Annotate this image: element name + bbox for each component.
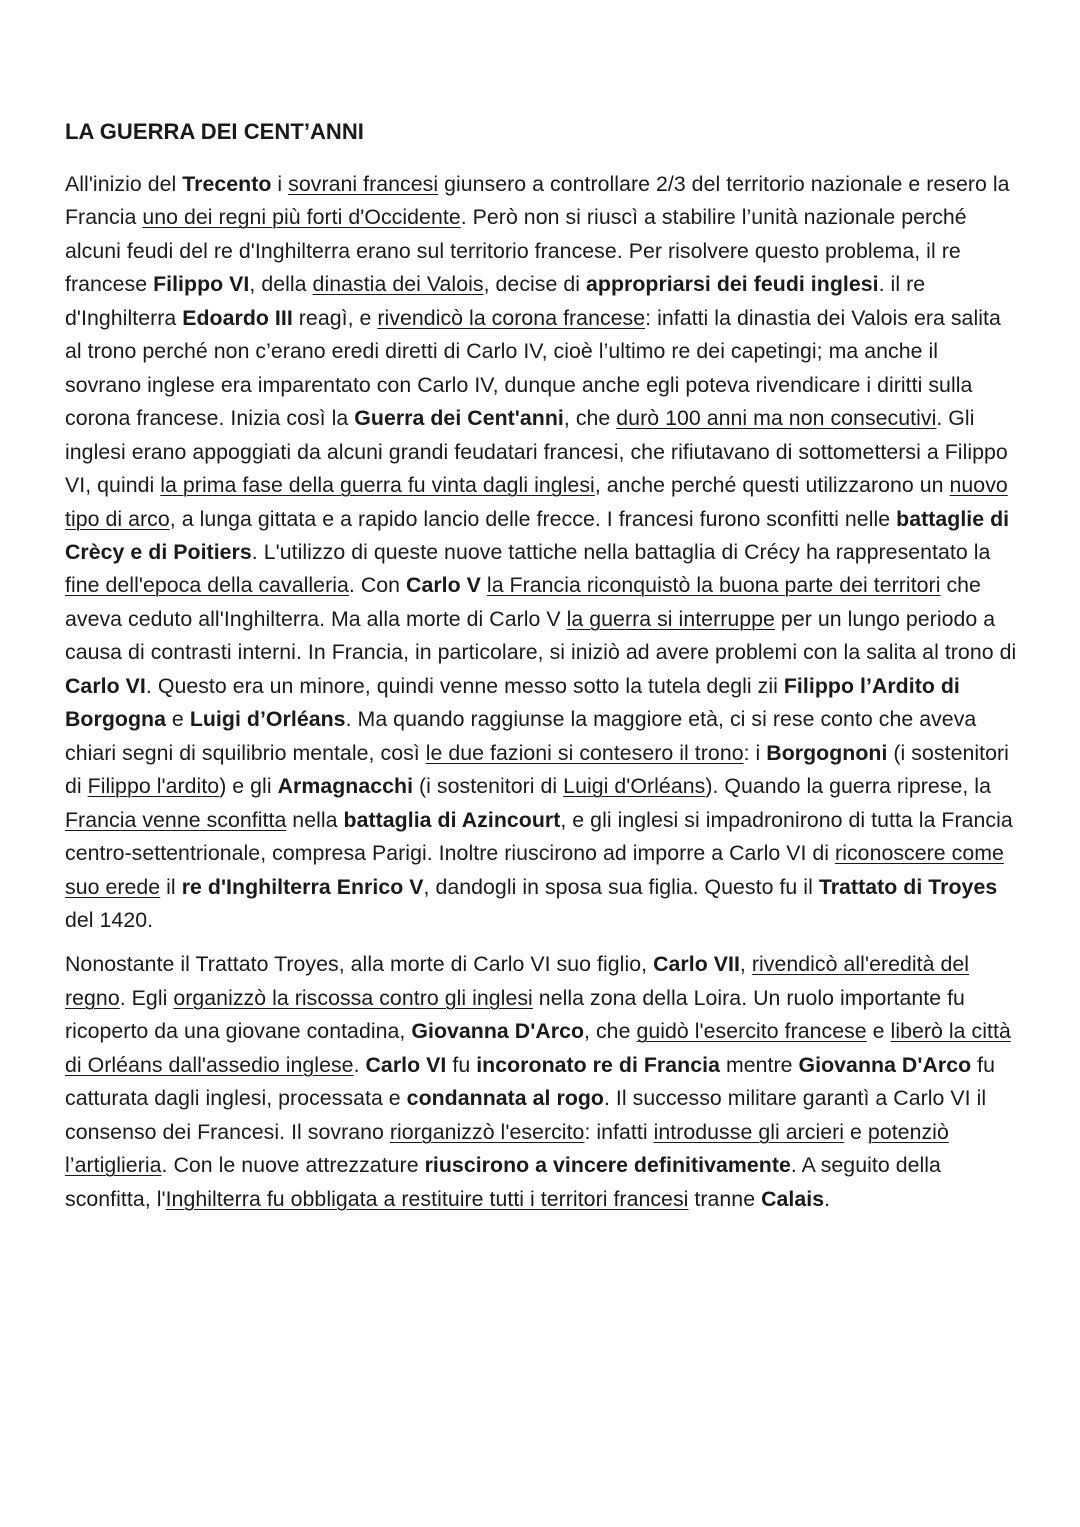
text-run: nella zona della Loira. Un ruolo importante fu ricoperto da una giovane contadina,: [65, 985, 965, 1044]
text-run: . Questo era un minore, quindi venne messo sotto la tutela degli zii: [145, 673, 784, 698]
bold-term: Edoardo III: [182, 305, 293, 330]
bold-term: Carlo VI: [65, 673, 146, 698]
bold-term: Trattato di Troyes: [818, 874, 998, 899]
bold-term: battaglie di Crècy e di Poitiers: [65, 506, 1010, 564]
document-body: [65, 168, 1017, 1216]
text-run: .: [353, 1052, 366, 1077]
bold-term: Giovanna D'Arco: [798, 1052, 972, 1077]
text-run: . Gli inglesi erano appoggiati da alcuni grandi feudatari francesi, che rifiutavano di sottomettersi a Filippo VI, quindi: [65, 406, 1008, 498]
text-run: . A seguito della sconfitta, l': [65, 1153, 941, 1211]
text-run: nella: [286, 807, 344, 832]
underlined-phrase: Francia venne sconfitta: [65, 807, 287, 832]
text-run: tranne: [688, 1186, 762, 1211]
text-run: ,: [739, 952, 752, 977]
text-run: mentre: [719, 1052, 799, 1077]
text-run: (i sostenitori di: [65, 740, 1009, 799]
text-run: .: [824, 1186, 831, 1211]
underlined-phrase: Filippo l'ardito: [87, 774, 220, 799]
text-run: . L'utilizzo di queste nuove tattiche nella battaglia di Crécy ha rappresentato la: [251, 539, 991, 564]
document-title: LA GUERRA DEI CENT’ANNI: [65, 119, 364, 144]
text-run: . il re d'Inghilterra: [65, 272, 926, 330]
underlined-phrase: nuovo tipo di arco: [65, 473, 1008, 531]
text-run: : i: [743, 740, 767, 765]
text-run: Nonostante il Trattato Troyes, alla morte di Carlo VI suo figlio,: [65, 952, 654, 977]
underlined-phrase: durò 100 anni ma non consecutivi: [616, 406, 937, 431]
text-run: ). Quando la guerra riprese, la: [705, 774, 991, 799]
bold-term: Luigi d’Orléans: [189, 707, 346, 732]
text-run: fu: [446, 1052, 477, 1077]
underlined-phrase: rivendicò la corona francese: [377, 305, 646, 330]
bold-term: incoronato re di Francia: [476, 1052, 720, 1077]
bold-term: Carlo V: [406, 573, 481, 598]
text-run: che aveva ceduto all'Inghilterra. Ma alla morte di Carlo V: [65, 573, 981, 631]
underlined-phrase: introdusse gli arcieri: [653, 1119, 845, 1144]
text-run: . Con: [348, 573, 407, 598]
underlined-phrase: la Francia riconquistò la buona parte dei territori: [486, 573, 941, 598]
bold-term: riuscirono a vincere definitivamente: [424, 1153, 791, 1178]
text-run: , e gli inglesi si impadronirono di tutta la Francia centro-settentrionale, compresa Parigi. Inoltre riuscirono ad imporre a Carlo VI di: [65, 807, 1013, 866]
text-run: , a lunga gittata e a rapido lancio delle frecce. I francesi furono sconfitti nelle: [169, 506, 897, 531]
underlined-phrase: organizzò la riscossa contro gli inglesi: [173, 985, 533, 1010]
text-run: e: [844, 1119, 868, 1144]
underlined-phrase: potenziò l’artiglieria: [65, 1119, 949, 1178]
bold-term: Borgognoni: [766, 740, 888, 765]
underlined-phrase: fine dell'epoca della cavalleria: [65, 573, 349, 598]
text-run: : infatti: [584, 1119, 654, 1144]
text-run: . Però non si riuscì a stabilire l’unità nazionale perché alcuni feudi del re d'Inghilterra erano sul territorio francese. Per risolvere questo problema, il re francese: [65, 205, 967, 297]
bold-term: Calais: [761, 1186, 825, 1211]
bold-term: Carlo VII: [653, 952, 740, 977]
underlined-phrase: sovrani francesi: [288, 172, 439, 196]
text-run: fu catturata dagli inglesi, processata e: [65, 1052, 996, 1111]
text-run: del 1420.: [65, 907, 154, 932]
text-run: e: [866, 1019, 891, 1044]
underlined-phrase: dinastia dei Valois: [312, 272, 484, 297]
text-run: . Egli: [119, 985, 174, 1010]
underlined-phrase: riorganizzò l'esercito: [389, 1119, 585, 1144]
bold-term: battaglia di Azincourt: [343, 807, 561, 832]
text-run: (i sostenitori di: [413, 774, 564, 799]
text-run: All'inizio del: [65, 172, 183, 196]
text-run: , dandogli in sposa sua figlia. Questo fu il: [423, 874, 819, 899]
bold-term: appropriarsi dei feudi inglesi: [586, 272, 879, 297]
text-run: , decise di: [483, 272, 586, 297]
underlined-phrase: la guerra si interruppe: [566, 606, 775, 631]
underlined-phrase: Luigi d'Orléans: [563, 774, 706, 799]
text-run: . Il successo militare garantì a Carlo VI il consenso dei Francesi. Il sovrano: [65, 1086, 987, 1144]
text-run: per un lungo periodo a causa di contrasti interni. In Francia, in particolare, si iniziò ad avere problemi con la salita al trono di: [65, 606, 1017, 665]
text-run: , che: [584, 1019, 637, 1044]
bold-term: Filippo l’Ardito di Borgogna: [65, 673, 960, 732]
text-run: e: [165, 707, 190, 732]
bold-term: Carlo VI: [365, 1052, 447, 1077]
bold-term: Filippo VI: [153, 272, 250, 297]
text-run: ) e gli: [219, 774, 278, 799]
text-run: , anche perché questi utilizzarono un: [594, 473, 950, 498]
bold-term: Armagnacchi: [277, 774, 414, 799]
text-run: giunsero a controllare 2/3 del territorio nazionale e resero la Francia: [65, 172, 1010, 230]
underlined-phrase: guidò l'esercito francese: [636, 1019, 867, 1044]
text-run: , che: [563, 406, 617, 431]
underlined-phrase: le due fazioni si contesero il trono: [425, 740, 744, 765]
paragraph-1: [65, 168, 1017, 937]
bold-term: re d'Inghilterra Enrico V: [181, 874, 424, 899]
bold-term: Guerra dei Cent'anni: [354, 406, 564, 431]
document-page: [65, 114, 1017, 1216]
paragraph-2: [65, 948, 1017, 1216]
underlined-phrase: la prima fase della guerra fu vinta dagli inglesi: [160, 473, 595, 498]
text-run: . Con le nuove attrezzature: [161, 1153, 425, 1178]
bold-term: Trecento: [182, 172, 272, 196]
underlined-phrase: riconoscere come suo erede: [65, 841, 1004, 899]
bold-term: condannata al rogo: [406, 1086, 604, 1111]
text-run: reagì, e: [292, 305, 378, 330]
text-run: . Ma quando raggiunse la maggiore età, ci si rese conto che aveva chiari segni di squilibrio mentale, così: [65, 707, 977, 765]
bold-term: Giovanna D'Arco: [411, 1019, 585, 1044]
underlined-phrase: Inghilterra fu obbligata a restituire tutti i territori francesi: [165, 1186, 689, 1211]
underlined-phrase: uno dei regni più forti d'Occidente: [142, 205, 461, 230]
text-run: : infatti la dinastia dei Valois era salita al trono perché non c’erano eredi diretti di Carlo IV, cioè l’ultimo re dei capetingi; ma anche il sovrano inglese era imparentato con Carlo IV, dunque anche egli poteva rivendicare i diritti sulla corona francese. Inizia così la: [65, 305, 1001, 431]
text-run: i: [271, 172, 289, 196]
underlined-phrase: liberò la città di Orléans dall'assedio inglese: [65, 1019, 1011, 1077]
underlined-phrase: rivendicò all'eredità del regno: [65, 952, 970, 1010]
text-run: , della: [249, 272, 313, 297]
text-run: il: [160, 874, 182, 899]
